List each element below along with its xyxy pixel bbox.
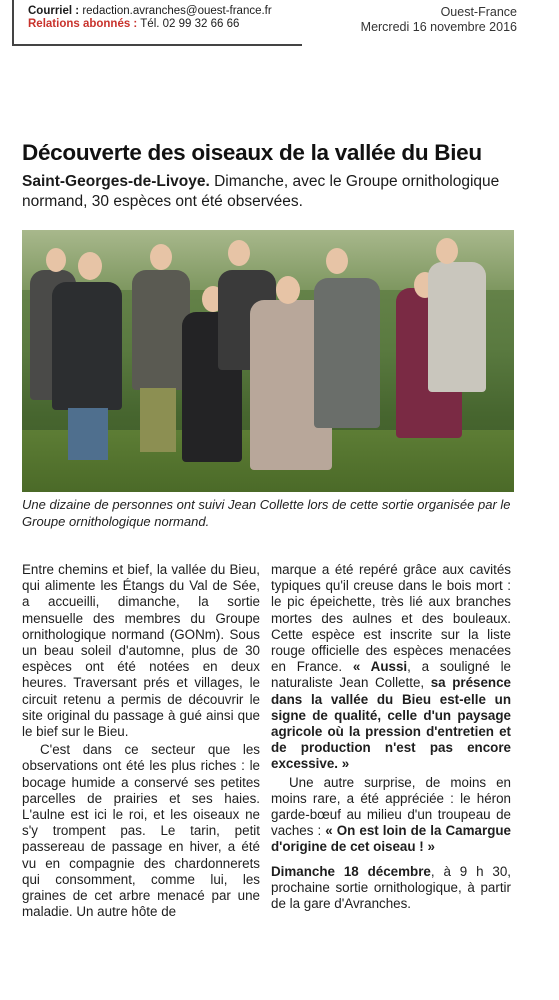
body-paragraph: Entre chemins et bief, la vallée du Bieu, qui alimente les Étangs du Val de Sée, a accueilli, dimanche, la sortie mensuelle des membres du Groupe ornithologique normand (GONm). Sous un beau soleil d'automne, plus de 30 espèces ont été notées en deux heures. Traversant prés et villages, le circuit retenu a permis de découvrir le site original du passage à gué ainsi que le bief sur le Bieu. <box>22 562 260 740</box>
group-photo <box>22 230 514 492</box>
quote-text: sa présence dans la vallée du Bieu est-elle un signe de qualité, celle d'un paysage agricole où la pression d'entretien et de production n'est pas encore excessive. » <box>271 675 512 772</box>
header-rule-vertical <box>12 0 14 46</box>
person-legs <box>140 388 176 452</box>
person-head <box>228 240 250 266</box>
person-head <box>326 248 348 274</box>
agenda-date: Dimanche 18 décembre <box>271 863 431 879</box>
page-header <box>0 0 559 40</box>
lead-place: Saint-Georges-de-Livoye. <box>22 173 210 190</box>
agenda-note <box>271 864 511 913</box>
person-figure <box>52 282 122 410</box>
body-text: marque a été repéré grâce aux cavités typiques qu'il creuse dans le bois mort : le pic épeichette, très lié aux branches mortes des aulnes et des bouleaux. Cette espèce est inscrite sur la liste rouge officielle des espèces menacées en France. <box>271 562 511 675</box>
agenda-text: , à 9 h 30, prochaine sortie ornithologique, à partir de la gare d'Avranches. <box>271 863 511 912</box>
person-head <box>276 276 300 304</box>
article-column-1 <box>22 562 260 920</box>
issue-date: Mercredi 16 novembre 2016 <box>360 20 517 34</box>
quote-opening: « Aussi <box>352 659 408 675</box>
article-title: Découverte des oiseaux de la vallée du Bieu <box>22 140 482 165</box>
contact-block <box>28 5 272 31</box>
body-paragraph <box>271 775 511 856</box>
body-paragraph <box>271 562 511 773</box>
photo-caption: Une dizaine de personnes ont suivi Jean Collette lors de cette sortie organisée par le Groupe ornithologique normand. <box>22 497 511 529</box>
person-figure <box>428 262 486 392</box>
body-text: Une autre surprise, de moins en moins rare, a été appréciée : le héron garde-bœuf au milieu d'un troupeau de vaches : <box>271 774 511 839</box>
abonnes-line <box>28 18 272 31</box>
abonnes-value: Tél. 02 99 32 66 66 <box>140 18 240 30</box>
person-head <box>46 248 66 272</box>
person-head <box>436 238 458 264</box>
header-rule-horizontal <box>12 44 302 46</box>
body-paragraph: C'est dans ce secteur que les observations ont été les plus riches : le bocage humide a conservé ses petites parcelles de prairies et ses haies. L'aulne est ici le roi, et les oiseaux ne s'y trompent pas. Le tarin, petit passereau de passage en hiver, a été vu en compagnie des chardonnerets qui consomment, comme lui, les graines de cet arbre menacé par une maladie. Un autre hôte de <box>22 742 260 920</box>
newspaper-name: Ouest-France <box>440 5 517 19</box>
person-head <box>78 252 102 280</box>
quote-text: « On est loin de la Camargue d'origine de cet oiseau ! » <box>271 823 511 855</box>
courriel-label: Courriel : <box>28 5 80 17</box>
courriel-value: redaction.avranches@ouest-france.fr <box>82 5 272 17</box>
masthead-block <box>361 5 517 35</box>
body-text: , a souligné le naturaliste Jean Collette, <box>271 659 511 691</box>
abonnes-label: Relations abonnés : <box>28 18 138 30</box>
article-column-2 <box>271 562 511 912</box>
article-lead <box>22 172 522 212</box>
courriel-line <box>28 5 272 18</box>
person-head <box>150 244 172 270</box>
lead-text: Dimanche, avec le Groupe ornithologique normand, 30 espèces ont été observées. <box>22 173 500 210</box>
person-legs <box>68 408 108 460</box>
person-figure <box>314 278 380 428</box>
